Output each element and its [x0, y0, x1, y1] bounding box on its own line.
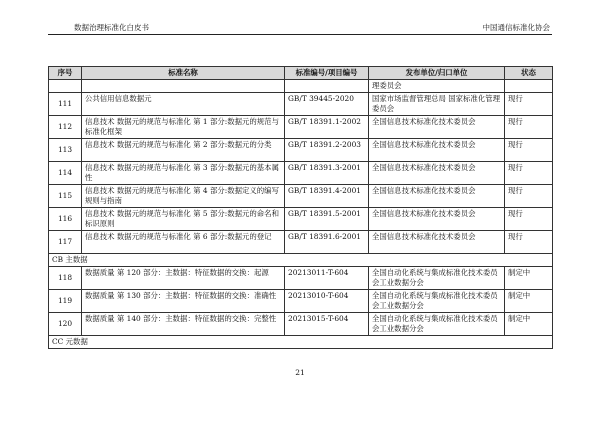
table-row [49, 116, 553, 139]
cell-name: 数据质量 第 120 部分：主数据：特征数据的交换：起源 [82, 267, 285, 290]
section-row-cb [49, 254, 553, 267]
col-no: 序号 [49, 67, 82, 80]
cell-status: 制定中 [505, 267, 553, 290]
cell-no: 113 [49, 139, 82, 162]
cell-name: 信息技术 数据元的规范与标准化 第 2 部分:数据元的分类 [82, 139, 285, 162]
cell-unit: 全国信息技术标准化技术委员会 [369, 139, 505, 162]
cell-unit: 国家市场监督管理总局 国家标准化管理委员会 [369, 93, 505, 116]
col-code: 标准编号/项目编号 [285, 67, 369, 80]
cell-code: GB/T 39445-2020 [285, 93, 369, 116]
cell-name: 公共信用信息数据元 [82, 93, 285, 116]
cell-code: GB/T 18391.4-2001 [285, 185, 369, 208]
cell-no: 115 [49, 185, 82, 208]
cell-unit: 全国信息技术标准化技术委员会 [369, 162, 505, 185]
table-row [49, 162, 553, 185]
cell-code: GB/T 18391.5-2001 [285, 208, 369, 231]
cell-status: 现行 [505, 231, 553, 254]
header-title: 数据治理标准化白皮书 [74, 23, 149, 32]
table-row [49, 267, 553, 290]
cell-no: 111 [49, 93, 82, 116]
cell-no: 116 [49, 208, 82, 231]
cell-unit: 全国自动化系统与集成标准化技术委员会工业数据分会 [369, 290, 505, 313]
cell-status: 现行 [505, 162, 553, 185]
cell-no: 118 [49, 267, 82, 290]
cell-status: 现行 [505, 116, 553, 139]
cell-code: 20213015-T-604 [285, 313, 369, 336]
table-row [49, 185, 553, 208]
col-unit: 发布单位/归口单位 [369, 67, 505, 80]
cell-name: 信息技术 数据元的规范与标准化 第 3 部分:数据元的基本属性 [82, 162, 285, 185]
cell-no: 114 [49, 162, 82, 185]
cell-code: GB/T 18391.2-2003 [285, 139, 369, 162]
cell-no: 117 [49, 231, 82, 254]
cell-name: 信息技术 数据元的规范与标准化 第 6 部分:数据元的登记 [82, 231, 285, 254]
col-name: 标准名称 [82, 67, 285, 80]
cell-unit: 全国自动化系统与集成标准化技术委员会工业数据分会 [369, 313, 505, 336]
cell-status: 现行 [505, 139, 553, 162]
table-row [49, 290, 553, 313]
cell-code: GB/T 18391.6-2001 [285, 231, 369, 254]
cell-status: 现行 [505, 185, 553, 208]
cell-name: 数据质量 第 130 部分：主数据：特征数据的交换：准确性 [82, 290, 285, 313]
table-row [49, 139, 553, 162]
section-label: CC 元数据 [49, 336, 553, 349]
section-label: CB 主数据 [49, 254, 553, 267]
cell-unit: 全国信息技术标准化技术委员会 [369, 185, 505, 208]
page-header [48, 20, 552, 35]
cell-no: 119 [49, 290, 82, 313]
cell-status: 制定中 [505, 290, 553, 313]
standards-table [48, 66, 553, 349]
table-header-row [49, 67, 553, 80]
cell-status: 制定中 [505, 313, 553, 336]
table-row [49, 93, 553, 116]
cell-name: 数据质量 第 140 部分：主数据：特征数据的交换：完整性 [82, 313, 285, 336]
table-row [49, 313, 553, 336]
table-row [49, 208, 553, 231]
table-row [49, 231, 553, 254]
table-row-continued [49, 80, 553, 93]
cell-unit: 全国信息技术标准化技术委员会 [369, 116, 505, 139]
cell-code: 20213011-T-604 [285, 267, 369, 290]
cell-name: 信息技术 数据元的规范与标准化 第 5 部分:数据元的命名和标识原则 [82, 208, 285, 231]
cell-code: GB/T 18391.1-2002 [285, 116, 369, 139]
page-number: 21 [295, 368, 305, 377]
cell-code: 20213010-T-604 [285, 290, 369, 313]
cell-name: 信息技术 数据元的规范与标准化 第 1 部分:数据元的规范与标准化框架 [82, 116, 285, 139]
cell-unit: 全国信息技术标准化技术委员会 [369, 231, 505, 254]
header-org: 中国通信标准化协会 [482, 23, 550, 32]
cell-unit: 理委员会 [369, 80, 505, 93]
cell-code: GB/T 18391.3-2001 [285, 162, 369, 185]
cell-unit: 全国自动化系统与集成标准化技术委员会工业数据分会 [369, 267, 505, 290]
cell-unit: 全国信息技术标准化技术委员会 [369, 208, 505, 231]
col-status: 状态 [505, 67, 553, 80]
cell-no: 112 [49, 116, 82, 139]
cell-no: 120 [49, 313, 82, 336]
section-row-cc [49, 336, 553, 349]
cell-status: 现行 [505, 208, 553, 231]
cell-name: 信息技术 数据元的规范与标准化 第 4 部分:数据定义的编写规则与指南 [82, 185, 285, 208]
cell-status: 现行 [505, 93, 553, 116]
